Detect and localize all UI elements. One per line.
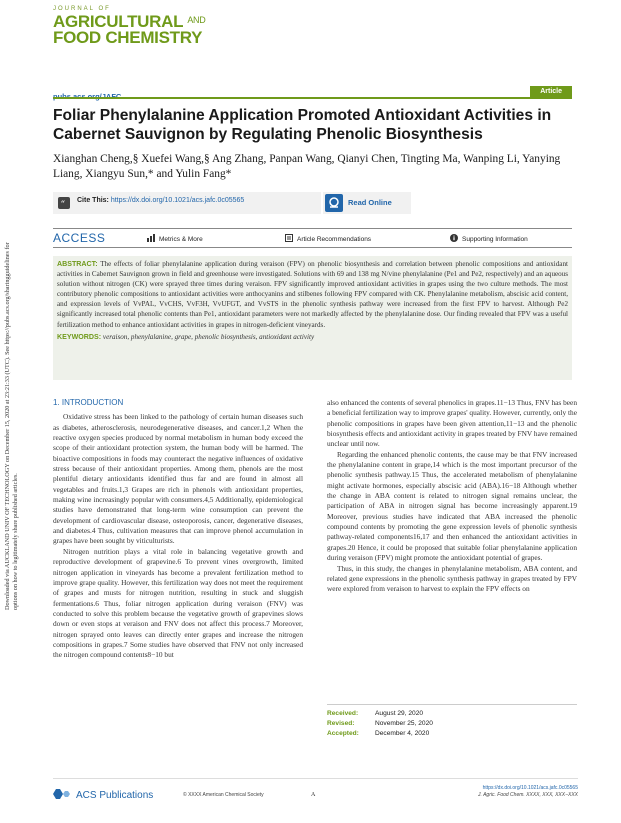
keywords-label: KEYWORDS: xyxy=(57,332,102,341)
date-received: Received: August 29, 2020 xyxy=(327,710,424,717)
right-paragraph-3: Thus, in this study, the changes in phenylalanine metabolism, ABA content, and related gene expressions in the phenolic synthesis pathway in grapes treated by FPV were explored from veraison to harvest to explain the FPV effects on xyxy=(327,563,577,594)
journal-logo-small: JOURNAL OF xyxy=(53,6,111,12)
date-revised: Revised: November 25, 2020 xyxy=(327,720,433,727)
read-online-button[interactable] xyxy=(323,192,411,214)
info-circle-icon xyxy=(450,234,458,242)
metrics-more-button[interactable] xyxy=(147,234,203,243)
read-online-label: Read Online xyxy=(348,198,392,207)
header-rule xyxy=(53,97,572,99)
access-bar xyxy=(53,228,572,248)
supporting-information-button[interactable] xyxy=(450,234,528,243)
cite-doi-link[interactable]: https://dx.doi.org/10.1021/acs.jafc.0c05565 xyxy=(110,197,245,204)
acs-hexagon-icon xyxy=(53,789,73,799)
download-side-note xyxy=(2,240,26,610)
section-heading: 1. INTRODUCTION xyxy=(53,398,124,407)
page-letter: A xyxy=(311,792,316,798)
date-accepted: Accepted: December 4, 2020 xyxy=(327,730,430,737)
document-icon xyxy=(285,234,293,242)
read-online-icon xyxy=(325,194,343,212)
cite-this-box xyxy=(53,192,321,214)
svg-text:“: “ xyxy=(60,200,66,209)
author-list: Xianghan Cheng,§ Xuefei Wang,§ Ang Zhang, Panpan Wang, Qianyi Chen, Tingting Ma, Wanping Li, Yanying Liang, Xiangyu Sun,* and Yulin Fang* xyxy=(53,153,561,180)
abstract-box xyxy=(53,256,572,380)
footer-doi-link[interactable]: https://dx.doi.org/10.1021/acs.jafc.0c05565 xyxy=(482,785,578,791)
article-recommendations-label: Article Recommendations xyxy=(297,236,372,243)
journal-logo xyxy=(53,6,253,46)
side-note-text: Downloaded via AUCKLAND UNIV OF TECHNOLOGY on December 15, 2020 at 23:21:33 (UTC). See https://pubs.acs.org/sharingguidelines for options on how to legitimately share published articles. xyxy=(4,242,19,610)
copyright-text: © XXXX American Chemical Society xyxy=(183,792,264,798)
bar-chart-icon xyxy=(147,234,155,242)
journal-logo-line1: AGRICULTURAL $^{AND}$ xyxy=(53,12,206,31)
footer-journal-ref: J. Agric. Food Chem. XXXX, XXX, XXX−XXX xyxy=(478,792,578,798)
journal-logo-line2: FOOD CHEMISTRY xyxy=(53,28,203,47)
supporting-information-label: Supporting Information xyxy=(462,236,528,243)
abstract-text: The effects of foliar phenylalanine application during veraison (FPV) on phenolic biosynthesis and correlation between phenolic compositions and antioxidant activities in Cabernet Sauvignon grown in field and greenhouse were investigated. Solutions with 69 and 138 mg N/vine phenylalanine (Pe1 and Pe2, respectively) and an aqueous solution without nitrogen (CK) were sprayed three times during veraison. FPV significantly improved antioxidant activities in grapes using the two culture methods. The most contributory phenolic compositions to antioxidant activities were anthocyanins and stilbenes following FPV compared with CK. Phenylalanine metabolism, abscisic acid content, and expression levels of VvPAL, VvCHS, VvF3H, VvUFGT, and VvSTS in the phenolic synthesis pathway were increased from the first FPV to harvest. Although Pe2 significantly increased total phenolic contents than Pe1, antioxidant parameters were not markedly affected by the phenylalanine dose. Our finding revealed that FPV was a useful fertilization method to enhance antioxidant activities in grapes in nitrogen-deficient vineyards. xyxy=(57,260,568,329)
left-paragraph-2: Nitrogen nutrition plays a vital role in balancing vegetative growth and reproductive development of grapevine.6 To prevent vines overgrowth, limited nitrogen application in vineyards has become a prevalent fertilization method to improve grape quality. However, this fertilization way does not meet the requirement of grapes and musts for nitrogen nutrition, resulting in stuck and sluggish fermentations.6 Thus, foliar nitrogen application during veraison (FNV) was conducted to solve this problem because the vegetative growth of grapevines slows down or even stops at veraison and FNV does not affect this process.7 Moreover, nitrogen sprayed onto leaves can directly enter grapes and increase the nitrogen compositions in grapes.7 Some studies have observed that FNV not only increased the nitrogen compound contents8−10 but xyxy=(53,546,303,660)
abstract-label: ABSTRACT: xyxy=(57,260,98,268)
article-recommendations-button[interactable] xyxy=(285,234,371,243)
left-column xyxy=(53,398,303,661)
article-type-badge: Article xyxy=(530,86,572,97)
metrics-more-label: Metrics & More xyxy=(159,236,203,243)
quote-icon xyxy=(58,197,70,209)
keywords-paragraph xyxy=(57,332,568,342)
right-paragraph-2: Regarding the enhanced phenolic contents, the cause may be that FNV increased the phenylalanine content in grape,14 which is the most important precursor of the phenolic synthesis pathway.15 Thus, the accelerated metabolism of phenylalanine might activate hormones, especially abscisic acid (ABA).16−18 Although whether the change in ABA content is related to nitrogen signal remains unclear, the participation of ABA in nitrogen signal has become increasingly apparent.19 Moreover, previous studies have indicated that ABA increased the phenolic compound contents by promoting the gene expression levels of phenolic synthesis pathway-related components16,17 and then enhanced the antioxidant activities in grapes.20 Hence, it could be proposed that suitable foliar phenylalanine application during veraison (FPV) might promote the antioxidant potential of grapes. xyxy=(327,449,577,563)
right-column xyxy=(327,398,577,595)
right-paragraph-1: also enhanced the contents of several phenolics in grapes.11−13 Thus, FNV has been a beneficial fertilization way to improve grapes' quality. However, currently, only the phenolic compositions in grapes have been given attention,11−13 and the phenolic biosynthesis effects and antioxidant activity in grapes treated by FNV have remained unclear until now. xyxy=(327,398,577,449)
keywords-text: veraison, phenylalanine, grape, phenolic biosynthesis, antioxidant activity xyxy=(102,332,315,341)
article-title: Foliar Phenylalanine Application Promoted Antioxidant Activities in Cabernet Sauvignon by Regulating Phenolic Biosynthesis xyxy=(53,107,552,143)
abstract-paragraph xyxy=(57,259,568,330)
access-label: ACCESS xyxy=(53,231,106,245)
left-paragraph-1: Oxidative stress has been linked to the pathology of certain human diseases such as diabetes, atherosclerosis, neurodegenerative diseases, and cancer.1,2 When the reactive oxygen species produced by normal metabolism in human body exceed the scope of their antioxidant protection system, the human body will be harmed. The bioactive compositions in foods may counteract the negative influences of oxidative stress because of their antioxidant properties. Among them, phenols are the most plentiful dietary antioxidants identified thus far and are found in almost all vegetables and fruits.1,3 Grapes are rich in phenols with antioxidant properties, making wine increasingly popular with consumers.4,5 Additionally, epidemiological studies have demonstrated that long-term wine consumption can prevent the development of cardiovascular disease, osteoporosis, cancer, degenerative diseases, and diabetes.4 Thus, cultivation measures that can improve phenol accumulation in grapes have been sought by viticulturists. xyxy=(53,412,303,546)
page-footer xyxy=(53,778,578,808)
article-dates xyxy=(327,704,577,739)
cite-text: Cite This: https://dx.doi.org/10.1021/acs.jafc.0c05565 xyxy=(77,197,245,204)
footer-citation xyxy=(478,785,578,799)
acs-publications-logo: ACS Publications xyxy=(53,789,153,801)
